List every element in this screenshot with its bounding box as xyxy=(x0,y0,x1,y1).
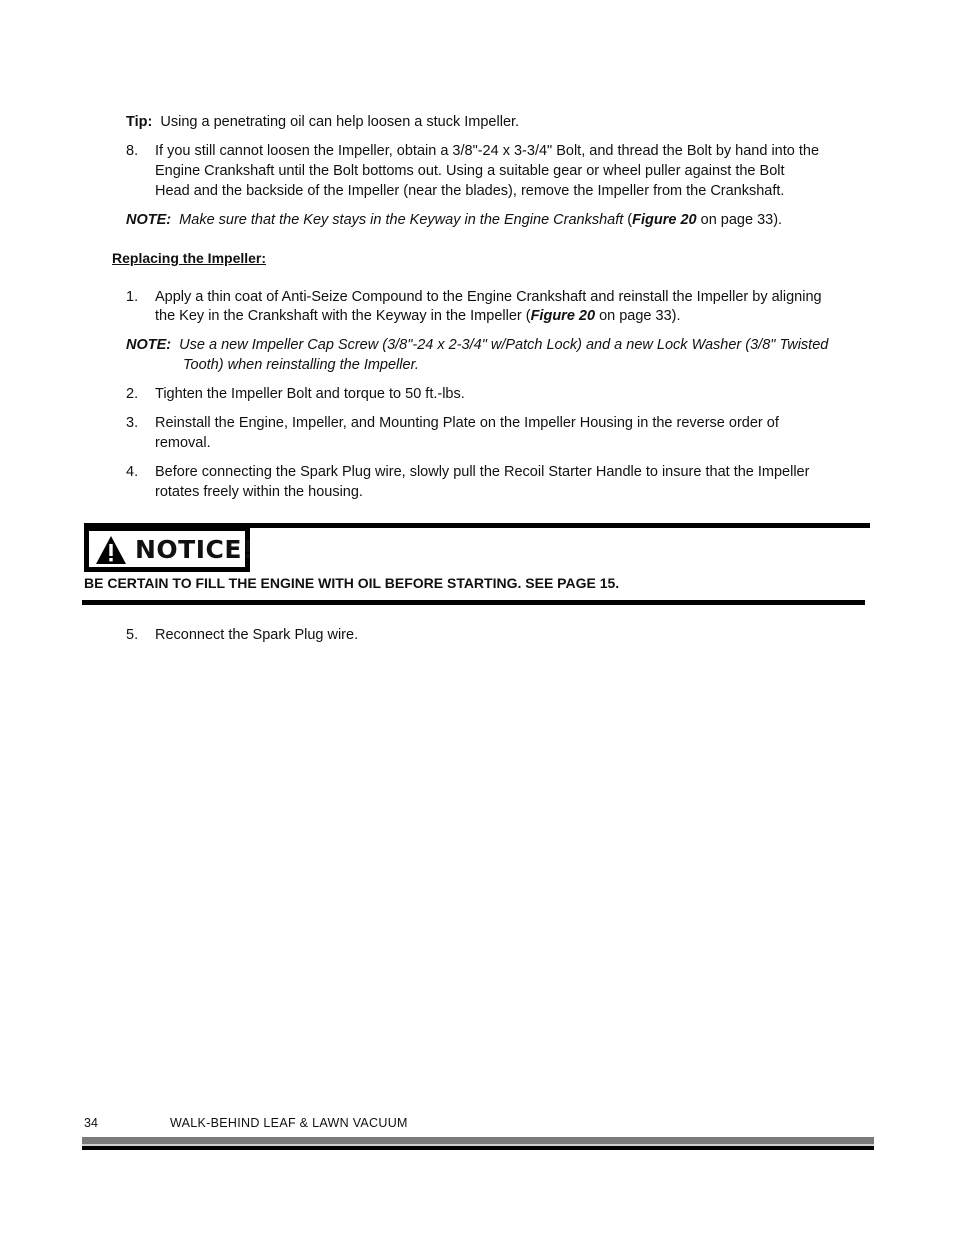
replace-step-1-line-1: Apply a thin coat of Anti-Seize Compound to the Engine Crankshaft and reinstall the Impeller by aligning xyxy=(155,289,822,305)
step-8-line-3: Head and the backside of the Impeller (near the blades), remove the Impeller from the Crankshaft. xyxy=(155,183,785,199)
step-5-number: 5. xyxy=(126,627,139,643)
note-label: NOTE: xyxy=(126,337,172,353)
replace-step-1-line-2 xyxy=(155,306,681,326)
page-number: 34 xyxy=(84,1116,98,1130)
step-8-line-1: If you still cannot loosen the Impeller, obtain a 3/8"-24 x 3-3/4" Bolt, and thread the Bolt by hand into the xyxy=(155,143,820,159)
replace-step-4-number: 4. xyxy=(126,464,139,480)
figure-ref[interactable]: Figure 20 xyxy=(632,212,697,228)
replace-step-1-number: 1. xyxy=(126,289,139,305)
tip-label: Tip: xyxy=(126,114,153,130)
section-heading: Replacing the Impeller: xyxy=(112,250,267,266)
note-keyway xyxy=(126,210,782,230)
footer-rule-black xyxy=(82,1146,874,1150)
warning-triangle-icon xyxy=(95,535,127,565)
figure-ref[interactable]: Figure 20 xyxy=(530,308,596,324)
step-8-line-2: Engine Crankshaft until the Bolt bottoms out. Using a suitable gear or wheel puller against the Bolt xyxy=(155,163,785,179)
step-8-number: 8. xyxy=(126,143,139,159)
notice-bottom-rule xyxy=(82,600,865,605)
note-cap-screw-text: Use a new Impeller Cap Screw (3/8"-24 x 2-3/4" w/Patch Lock) and a new Lock Washer (3/8" Twisted xyxy=(179,337,829,353)
replace-step-1-line-2-b: on page 33). xyxy=(595,308,681,324)
note-label: NOTE: xyxy=(126,212,172,228)
notice-badge xyxy=(84,526,254,572)
replace-step-1-line-2-a: the Key in the Crankshaft with the Keyway in the Impeller ( xyxy=(155,308,531,324)
note-paren: ( xyxy=(623,212,633,228)
replace-step-3-line-2: removal. xyxy=(155,435,211,451)
replace-step-4-line-1: Before connecting the Spark Plug wire, slowly pull the Recoil Starter Handle to insure that the Impeller xyxy=(155,464,810,480)
note-cap-screw-line-2: Tooth) when reinstalling the Impeller. xyxy=(183,357,419,373)
note-text: Make sure that the Key stays in the Keyway in the Engine Crankshaft xyxy=(179,212,624,228)
replace-step-4-line-2: rotates freely within the housing. xyxy=(155,484,363,500)
note-cap-screw-line-1 xyxy=(126,335,828,355)
footer-rule-gray xyxy=(82,1137,874,1144)
notice-text: BE CERTAIN TO FILL THE ENGINE WITH OIL BEFORE STARTING. SEE PAGE 15. xyxy=(84,575,620,591)
notice-label: NOTICE! xyxy=(135,535,254,564)
replace-step-3-line-1: Reinstall the Engine, Impeller, and Mounting Plate on the Impeller Housing in the reverse order of xyxy=(155,415,779,431)
footer-title: WALK-BEHIND LEAF & LAWN VACUUM xyxy=(170,1116,408,1130)
replace-step-3-number: 3. xyxy=(126,415,139,431)
page-ref: on page 33). xyxy=(696,212,783,228)
replace-step-2-number: 2. xyxy=(126,386,139,402)
replace-step-2-text: Tighten the Impeller Bolt and torque to 50 ft.-lbs. xyxy=(155,386,465,402)
tip-text: Using a penetrating oil can help loosen a stuck Impeller. xyxy=(160,114,520,130)
step-5-text: Reconnect the Spark Plug wire. xyxy=(155,627,359,643)
tip-paragraph xyxy=(126,112,519,132)
